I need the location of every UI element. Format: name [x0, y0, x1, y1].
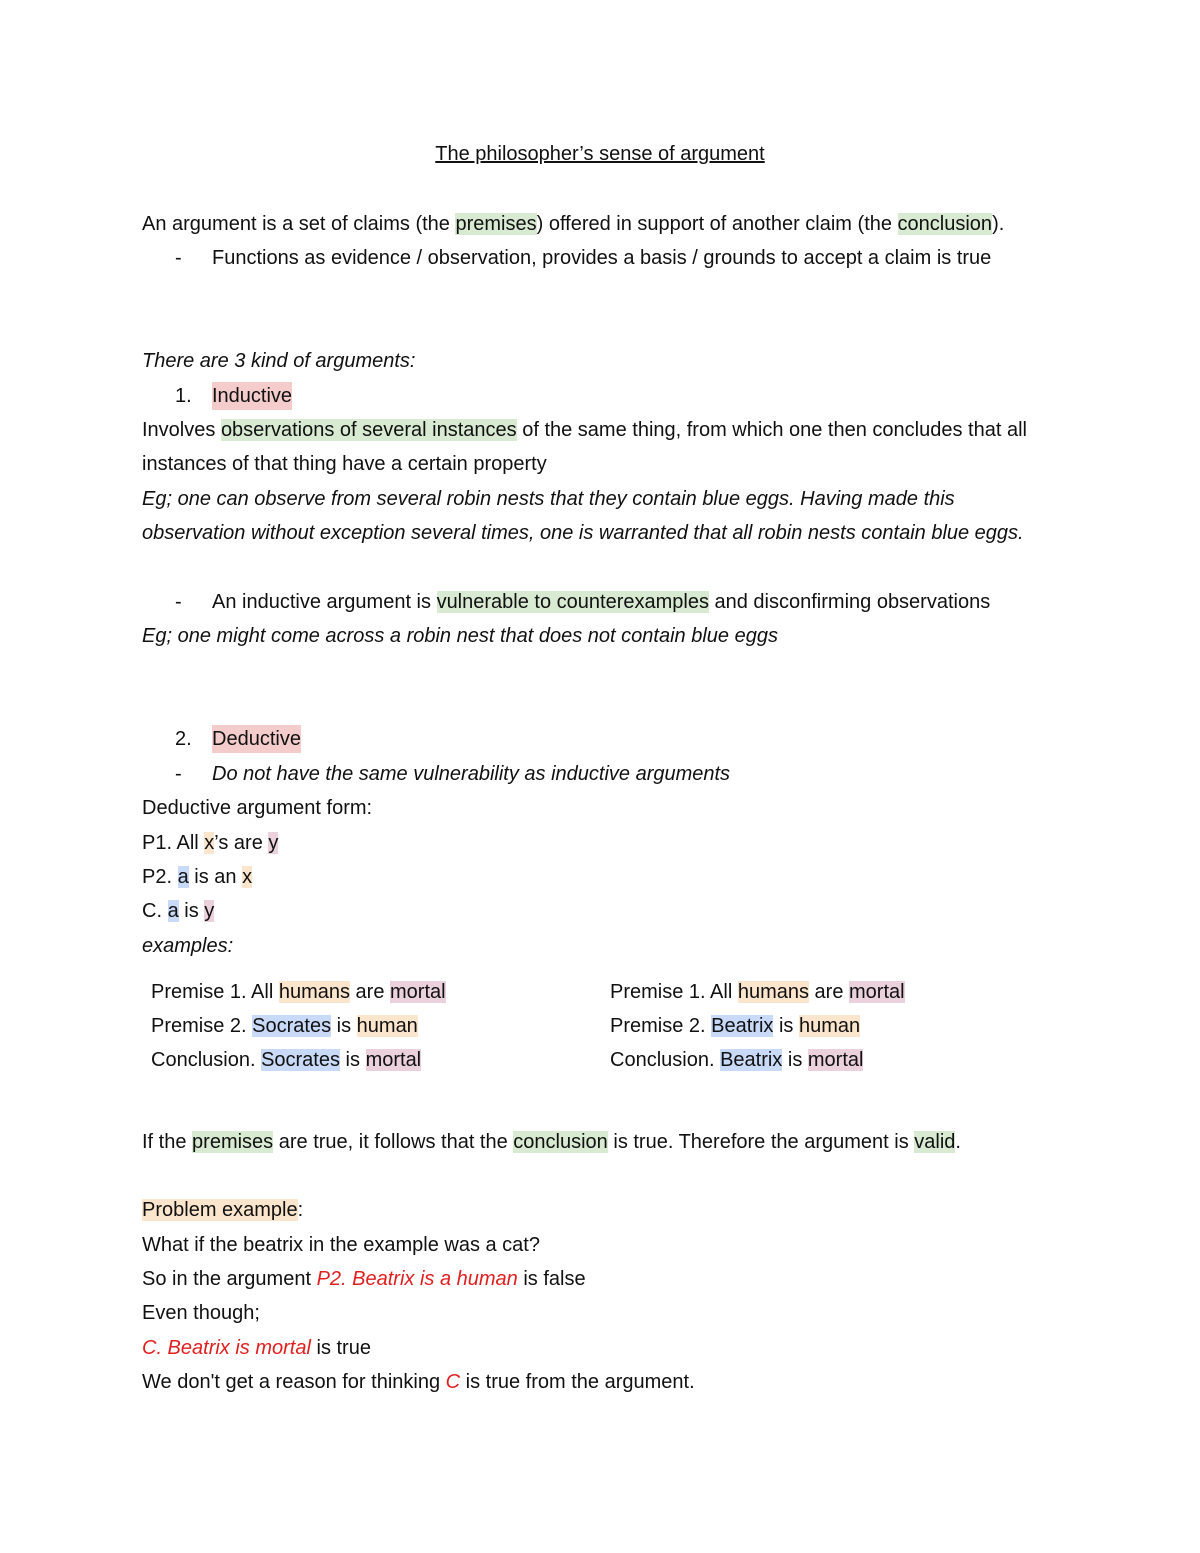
validity-text: are true, it follows that the — [273, 1131, 514, 1153]
example-text: are — [349, 981, 391, 1003]
page-title: The philosopher’s sense of argument — [435, 143, 765, 165]
intro-bullet — [0, 244, 1200, 272]
problem-line-2 — [142, 1265, 586, 1293]
deductive-heading — [0, 725, 1200, 753]
conclusion-highlight: conclusion — [897, 213, 993, 235]
problem-text: is true — [310, 1337, 371, 1359]
definition-text: ) offered in support of another claim (the — [536, 213, 898, 235]
kinds-heading: There are 3 kind of arguments: — [142, 350, 416, 372]
mortal-highlight: mortal — [365, 1049, 422, 1071]
desc-text: of the same thing, from which one then concludes that all — [516, 419, 1027, 441]
mortal-highlight: mortal — [849, 981, 905, 1003]
example-text: is — [331, 1015, 357, 1037]
examples-label: examples: — [142, 935, 234, 957]
example-premise-1 — [610, 978, 905, 1012]
c-red-text: C. Beatrix is mortal — [142, 1337, 311, 1359]
mortal-highlight: mortal — [807, 1049, 864, 1071]
validity-text: If the — [142, 1131, 193, 1153]
y-highlight: y — [204, 900, 215, 922]
problem-text: is true from the argument. — [460, 1371, 695, 1393]
deductive-bullet — [0, 760, 1200, 788]
problem-line-5 — [142, 1368, 695, 1396]
example-premise-2 — [151, 1012, 446, 1046]
example-text: are — [808, 981, 850, 1003]
vulnerable-highlight: vulnerable to counterexamples — [436, 591, 709, 613]
form-text: is an — [188, 866, 243, 888]
x-highlight: x — [204, 832, 215, 854]
example-premise-2 — [610, 1012, 905, 1046]
beatrix-highlight: Beatrix — [711, 1015, 774, 1037]
inductive-example-3: Eg; one might come across a robin nest that does not contain blue eggs — [142, 625, 778, 647]
inductive-description — [142, 416, 1027, 444]
example-text: is — [340, 1049, 366, 1071]
y-highlight: y — [268, 832, 279, 854]
inductive-heading — [0, 382, 1200, 410]
socrates-highlight: Socrates — [252, 1015, 332, 1037]
bullet-text-part: An inductive argument is — [212, 591, 437, 613]
mortal-highlight: mortal — [390, 981, 446, 1003]
c-red-letter: C — [445, 1371, 461, 1393]
example-text: is — [782, 1049, 808, 1071]
bullet-text: Do not have the same vulnerability as inductive arguments — [212, 763, 731, 785]
example-text: Conclusion. — [610, 1049, 721, 1071]
bullet-text: Functions as evidence / observation, provides a basis / grounds to accept a claim is true — [212, 247, 992, 269]
inductive-label: Inductive — [212, 382, 292, 410]
list-number: 1. — [175, 385, 192, 407]
premises-highlight: premises — [192, 1131, 274, 1153]
inductive-bullet — [0, 588, 1200, 616]
example-text: Premise 1. All — [151, 981, 279, 1003]
form-p2 — [142, 863, 252, 891]
problem-label: Problem example — [142, 1199, 298, 1221]
a-highlight: a — [177, 866, 189, 888]
problem-line-1: What if the beatrix in the example was a cat? — [142, 1234, 540, 1256]
example-text: Premise 2. — [610, 1015, 712, 1037]
bullet-dash: - — [175, 247, 182, 269]
example-conclusion — [151, 1046, 446, 1080]
problem-text: So in the argument — [142, 1268, 317, 1290]
conclusion-highlight: conclusion — [513, 1131, 608, 1153]
example-socrates — [151, 978, 446, 1080]
example-text: is — [773, 1015, 799, 1037]
form-text: ’s are — [214, 832, 269, 854]
example-conclusion — [610, 1046, 905, 1080]
problem-line-3: Even though; — [142, 1302, 260, 1324]
form-text: P1. All — [142, 832, 205, 854]
bullet-text — [212, 588, 990, 616]
deductive-form-heading: Deductive argument form: — [142, 797, 373, 819]
validity-statement — [142, 1128, 961, 1156]
observations-highlight: observations of several instances — [220, 419, 517, 441]
socrates-highlight: Socrates — [261, 1049, 340, 1071]
problem-text: is false — [517, 1268, 586, 1290]
inductive-example-1: Eg; one can observe from several robin nests that they contain blue eggs. Having made this — [142, 488, 955, 510]
list-number: 2. — [175, 728, 192, 750]
problem-colon: : — [297, 1199, 304, 1221]
humans-highlight: humans — [278, 981, 350, 1003]
inductive-description-2: instances of that thing have a certain property — [142, 453, 547, 475]
p2-red-text: P2. Beatrix is a human — [316, 1268, 518, 1290]
a-highlight: a — [167, 900, 179, 922]
inductive-example-2: observation without exception several times, one is warranted that all robin nests contain blue eggs. — [142, 522, 1024, 544]
bullet-dash: - — [175, 591, 182, 613]
example-premise-1 — [151, 978, 446, 1012]
example-text: Conclusion. — [151, 1049, 262, 1071]
deductive-label: Deductive — [212, 725, 301, 753]
validity-text: is true. Therefore the argument is — [607, 1131, 915, 1153]
form-text: P2. — [142, 866, 178, 888]
definition-text: ). — [992, 213, 1005, 235]
beatrix-highlight: Beatrix — [720, 1049, 783, 1071]
argument-definition — [142, 210, 1004, 238]
bullet-dash: - — [175, 763, 182, 785]
problem-text: We don't get a reason for thinking — [142, 1371, 446, 1393]
example-beatrix — [610, 978, 905, 1080]
example-text: Premise 2. — [151, 1015, 253, 1037]
humans-highlight: humans — [737, 981, 809, 1003]
bullet-text-part: and disconfirming observations — [708, 591, 991, 613]
premises-highlight: premises — [455, 213, 537, 235]
form-text: C. — [142, 900, 168, 922]
problem-heading — [142, 1196, 303, 1224]
desc-text: Involves — [142, 419, 221, 441]
human-highlight: human — [356, 1015, 418, 1037]
human-highlight: human — [798, 1015, 861, 1037]
example-text: Premise 1. All — [610, 981, 738, 1003]
validity-text: . — [955, 1131, 961, 1153]
form-conclusion — [142, 897, 214, 925]
problem-line-4 — [142, 1334, 371, 1362]
form-p1 — [142, 829, 278, 857]
x-highlight: x — [242, 866, 253, 888]
form-text: is — [178, 900, 205, 922]
definition-text: An argument is a set of claims (the — [142, 213, 456, 235]
valid-highlight: valid — [914, 1131, 956, 1153]
